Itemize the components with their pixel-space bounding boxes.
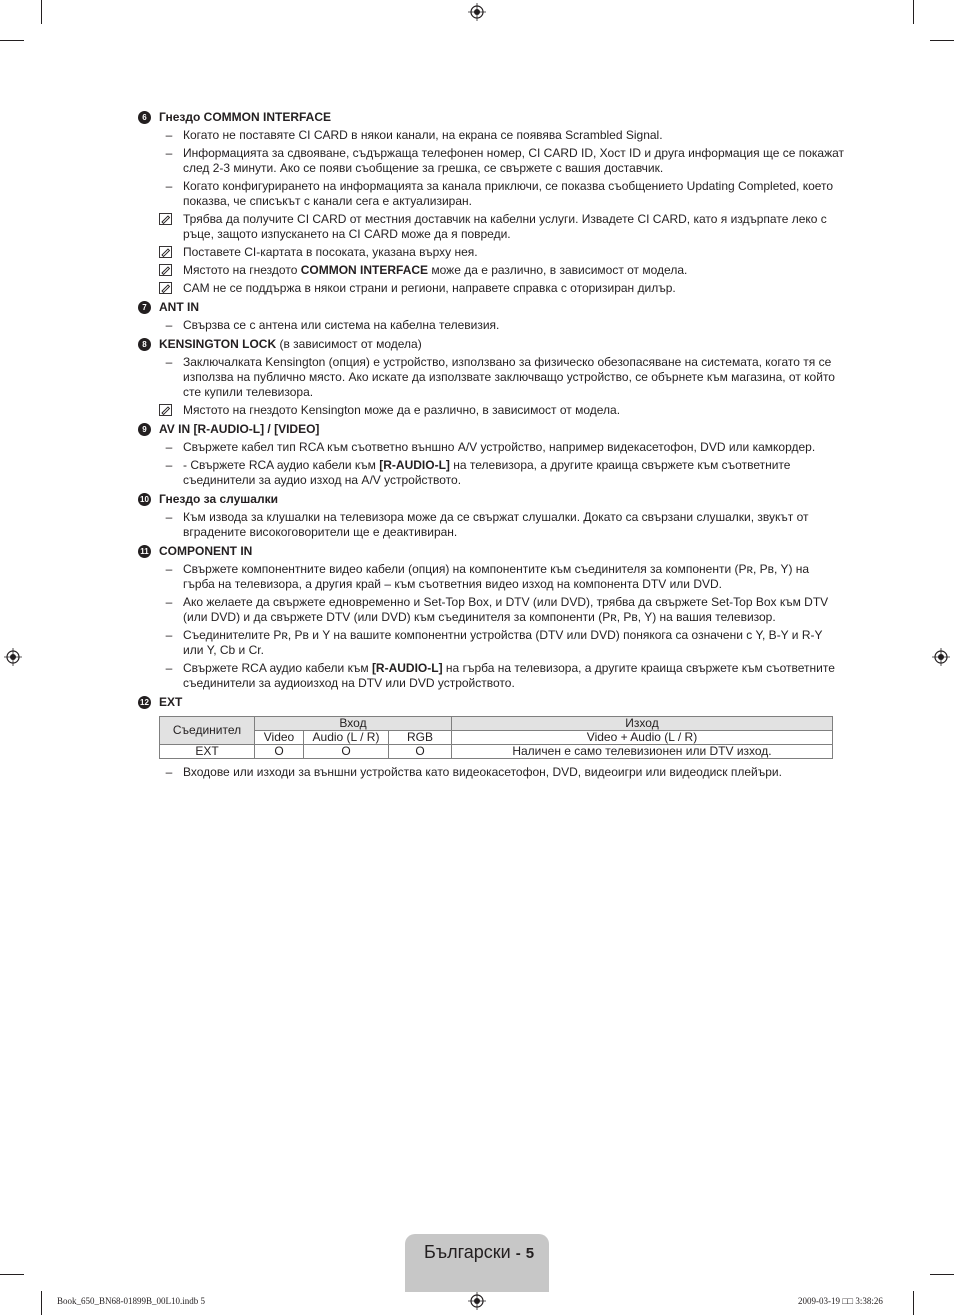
text-run: Към извода за клушалки на телевизора може да се свържат слушалки. Докато са свързани слушалки, звукът от вградените високоговорители ще е деактивиран. (183, 510, 809, 539)
bold-text: COMPONENT IN (159, 544, 253, 558)
crop-mark (913, 0, 914, 24)
crop-mark (930, 1274, 954, 1275)
table-cell: EXT (160, 745, 255, 759)
section-number-badge: 11 (138, 545, 151, 558)
dash-bullet: – (165, 510, 173, 524)
manual-content (138, 110, 844, 780)
crop-mark (0, 40, 24, 41)
section-heading (138, 110, 844, 125)
text-run: Свързва се с антена или система на кабелна телевизия. (183, 318, 500, 332)
dash-bullet: – (165, 661, 173, 675)
rgb-header: RGB (389, 731, 452, 745)
text-run: Заключалката Kensington (опция) е устройство, използвано за физическо обезопасяване на системата, когато тя се използва на публично място. Ако искате да използвате заключващо устройство, се обърнете към магазина, от който сте купили телевизора. (183, 355, 835, 399)
crop-mark (0, 1274, 24, 1275)
section-title (159, 300, 199, 315)
bold-text: ANT IN (159, 300, 199, 314)
section-number-badge: 12 (138, 696, 151, 709)
table-cell: O (389, 745, 452, 759)
section-title (159, 337, 422, 352)
item-text (183, 179, 833, 208)
note-icon (159, 264, 172, 276)
item-text (183, 510, 808, 539)
text-run: може да е различно, в зависимост от модела. (428, 263, 688, 277)
text-run: Мястото на гнездото Kensington може да е различно, в зависимост от модела. (183, 403, 621, 417)
section-title (159, 110, 331, 125)
item-text (183, 263, 687, 277)
list-item (138, 355, 844, 400)
text-run: - Свържете RCA аудио кабели към (183, 458, 380, 472)
text-run: на телевизора, а другите краища свържете към съответните съединители за аудио изход на A/V устройството. (183, 458, 791, 487)
audio-header: Audio (L / R) (304, 731, 389, 745)
text-run: Когато не поставяте CI CARD в някои канали, на екрана се появява Scrambled Signal. (183, 128, 663, 142)
section-heading (138, 300, 844, 315)
text-run: Свържете компонентните видео кабели (опция) на компонентите към съединителя за компоненти (Pʀ, Pʙ, Y) на гърба на телевизора, а другия край – към съответния видео изход на компонента DTV или DVD. (183, 562, 810, 591)
list-item (138, 179, 844, 209)
crop-mark (913, 1291, 914, 1315)
text-run: Свържете RCA аудио кабели към (183, 661, 372, 675)
dash-bullet: – (165, 765, 173, 779)
section-number-badge: 7 (138, 301, 151, 314)
crop-mark (41, 0, 42, 24)
note-item (138, 281, 844, 296)
dash-bullet: – (165, 355, 173, 369)
table-cell: O (255, 745, 304, 759)
dash-bullet: – (165, 318, 173, 332)
list-item (138, 628, 844, 658)
item-text (183, 318, 499, 332)
dash-bullet: – (165, 562, 173, 576)
section-heading (138, 695, 844, 710)
table-cell: O (304, 745, 389, 759)
item-text (183, 355, 835, 399)
output-header: Изход (452, 717, 833, 731)
text-run: CAM не се поддържа в някои страни и региони, направете справка с оторизиран дилър. (183, 281, 676, 295)
item-text (183, 281, 676, 295)
dash-bullet: – (165, 628, 173, 642)
item-text (183, 661, 835, 690)
dash-bullet: – (165, 179, 173, 193)
bold-text: AV IN [R-AUDIO-L] / [VIDEO] (159, 422, 320, 436)
bold-text: KENSINGTON LOCK (159, 337, 277, 351)
section-list (138, 110, 844, 710)
separator: - (515, 1245, 521, 1262)
list-item (138, 661, 844, 691)
registration-mark-icon (932, 648, 950, 666)
video-header: Video (255, 731, 304, 745)
bold-text: Гнездо COMMON INTERFACE (159, 110, 332, 124)
bold-text: [R-AUDIO-L] (371, 661, 443, 675)
note-item (138, 263, 844, 278)
bold-text: EXT (159, 695, 183, 709)
section-heading (138, 337, 844, 352)
note-icon (159, 404, 172, 416)
dash-bullet: – (165, 595, 173, 609)
list-item (138, 562, 844, 592)
text-run: Съединителите Pʀ, Pʙ и Y на вашите компонентни устройства (DTV или DVD) понякога са означени с Y, B-Y и R-Y или Y, Cb и Cr. (183, 628, 823, 657)
dash-bullet: – (165, 128, 173, 142)
ext-table (159, 716, 833, 759)
bold-text: [R-AUDIO-L] (379, 458, 450, 472)
item-text (183, 458, 790, 487)
list-item (138, 458, 844, 488)
section-heading (138, 422, 844, 437)
list-item (138, 440, 844, 455)
item-text (183, 146, 844, 175)
text-run: на гърба на телевизора, а другите краища свържете към съответните съединители за аудиоизход на DTV или DVD устройството. (183, 661, 835, 690)
note-icon (159, 246, 172, 258)
crop-mark (41, 1291, 42, 1315)
text-run: Когато конфигурирането на информацията за канала приключи, се показва съобщението Updating Completed, което показва, че списъкът с канали сега е актуализиран. (183, 179, 834, 208)
text-run: (в зависимост от модела) (276, 337, 422, 351)
bold-text: Гнездо за слушалки (159, 492, 278, 506)
item-text (183, 212, 827, 241)
footer-file: Book_650_BN68-01899B_00L10.indb 5 (57, 1296, 206, 1306)
section-heading (138, 544, 844, 559)
list-item (138, 318, 844, 333)
list-item (138, 765, 844, 780)
text-run: Свържете кабел тип RCA към съответно външно A/V устройство, например видекасетофон, DVD или камкордер. (183, 440, 816, 454)
registration-mark-icon (468, 3, 486, 21)
page-label (424, 1240, 534, 1266)
item-text (183, 403, 620, 417)
item-text (183, 562, 809, 591)
section-number-badge: 10 (138, 493, 151, 506)
bold-text: COMMON INTERFACE (300, 263, 429, 277)
note-item (138, 403, 844, 418)
item-text (183, 628, 822, 657)
input-header: Вход (255, 717, 452, 731)
item-text: Входове или изходи за външни устройства като видеокасетофон, DVD, видеоигри или видеодиск плейъри. (183, 765, 782, 779)
item-text (183, 245, 478, 259)
list-item (138, 595, 844, 625)
list-item (138, 146, 844, 176)
registration-mark-icon (4, 648, 22, 666)
crop-mark (930, 40, 954, 41)
section-number-badge: 8 (138, 338, 151, 351)
output-sub-header: Video + Audio (L / R) (452, 731, 833, 745)
text-run: Трябва да получите CI CARD от местния доставчик на кабелни услуги. Извадете CI CARD, като я издърпате леко с ръце, защото изпускането на CI CARD може да я повреди. (183, 212, 827, 241)
note-item (138, 212, 844, 242)
text-run: Ако желаете да свържете едновременно и Set-Top Box, и DTV (или DVD), трябва да свържете Set-Top Box към DTV (или DVD) и да свържете DTV (или DVD) към съединителя за компоненти (Pʀ, Pʙ, Y) на вашия телевизор. (183, 595, 829, 624)
section-title (159, 422, 319, 437)
note-item (138, 245, 844, 260)
section-number-badge: 9 (138, 423, 151, 436)
language-label: Български (424, 1242, 511, 1262)
section-title (159, 544, 252, 559)
dash-bullet: – (165, 146, 173, 160)
dash-bullet: – (165, 440, 173, 454)
footer-datetime: 2009-03-19 □□ 3:38:26 (798, 1296, 883, 1306)
item-text (183, 595, 828, 624)
list-item (138, 128, 844, 143)
registration-mark-icon (468, 1292, 486, 1310)
section-title (159, 695, 182, 710)
section-heading (138, 492, 844, 507)
text-run: Информацията за сдвояване, съдържаща телефонен номер, CI CARD ID, Хост ID и друга информация ще се покажат след 2-3 минути. Ако се появи съобщение за грешка, се свържете с вашия доставчик. (183, 146, 845, 175)
section-number-badge: 6 (138, 111, 151, 124)
text-run: Поставете CI-картата в посоката, указана върху нея. (183, 245, 478, 259)
text-run: Мястото на гнездото (183, 263, 301, 277)
table-cell: Наличен е само телевизионен или DTV изход. (452, 745, 833, 759)
section-title (159, 492, 278, 507)
connector-header: Съединител (160, 717, 255, 745)
note-icon (159, 282, 172, 294)
page-number: 5 (525, 1245, 535, 1262)
item-text (183, 440, 815, 454)
list-item (138, 510, 844, 540)
item-text (183, 128, 663, 142)
note-icon (159, 213, 172, 225)
dash-bullet: – (165, 458, 173, 472)
